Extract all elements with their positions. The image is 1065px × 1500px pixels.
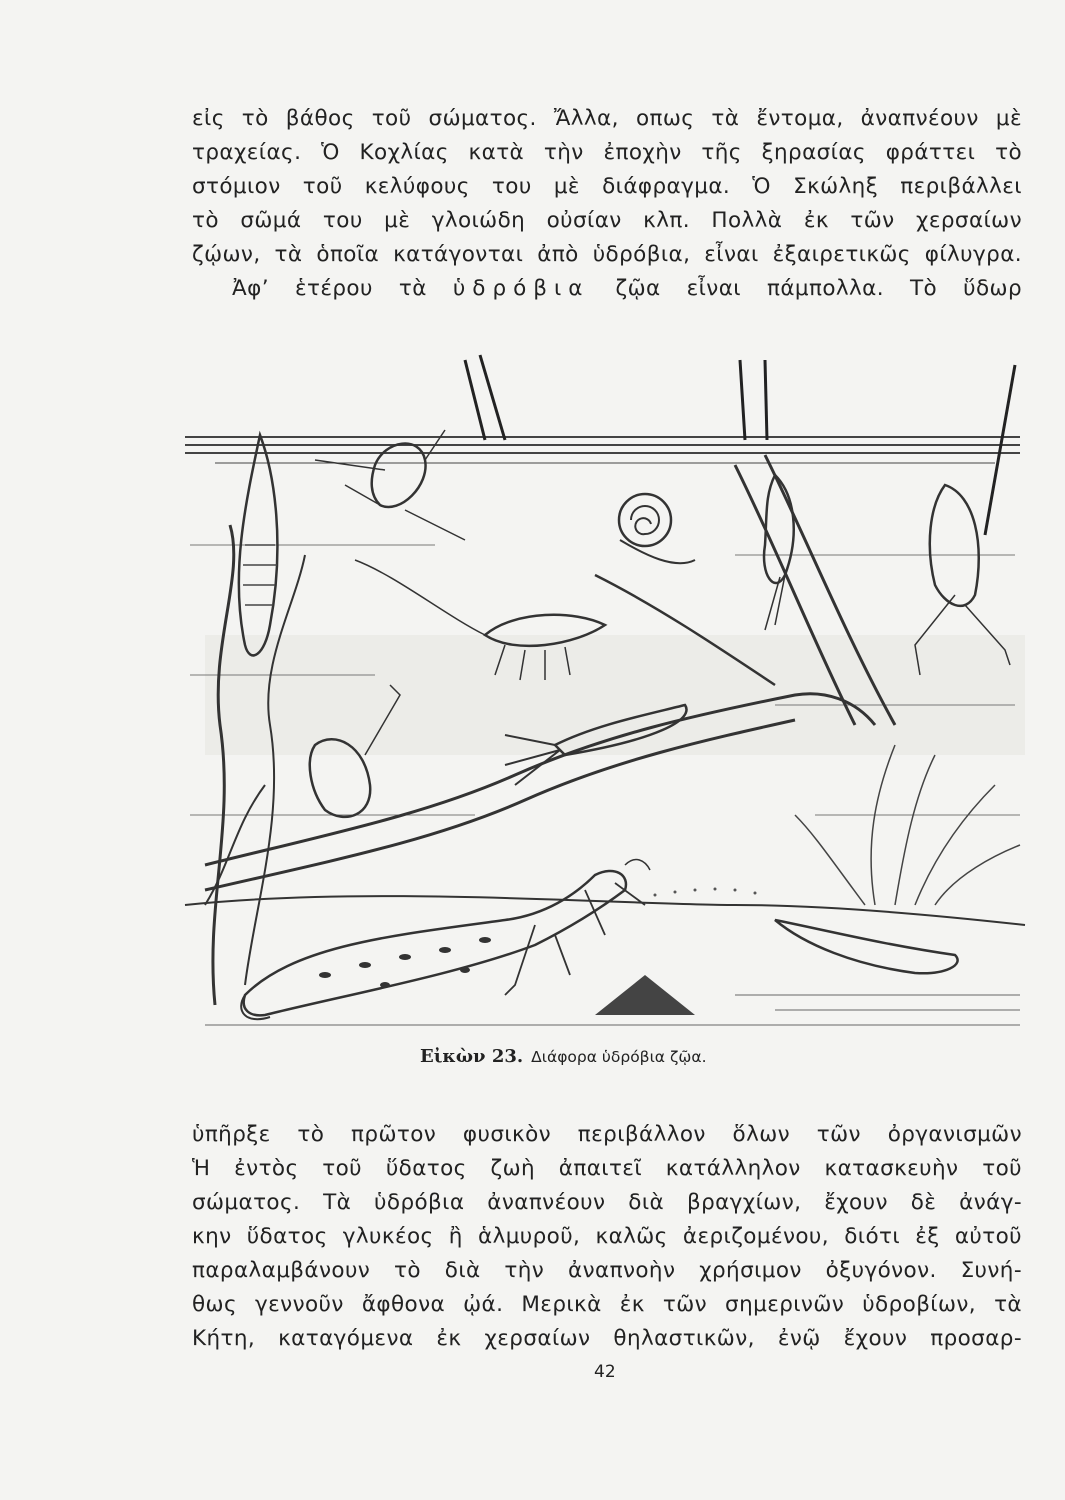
text-segment: Ἀφ’ ἑτέρου τὰ [232,276,427,301]
newt [244,871,626,1015]
snail-shell [619,494,671,546]
figure-label: Εἰκὼν 23. [420,1046,524,1067]
text-line: εἰς τὸ βάθος τοῦ σώματος. Ἄλλα, οπως τὰ ἔντομα, ἀναπνέουν μὲ [192,106,1022,131]
seaweed [213,525,234,1005]
bottom-paragraph [192,1118,1022,1356]
text-line: σώματος. Τὰ ὑδρόβια ἀναπνέουν διὰ βραγχίων, ἔχουν δὲ ἀνάγ- [192,1190,1022,1215]
figure-caption [420,1046,707,1067]
text-line: τὸ σῶμά του μὲ γλοιώδη οὐσίαν κλπ. Πολλὰ ἐκ τῶν χερσαίων [192,208,1022,233]
water-grass [795,745,1020,905]
text-line: κην ὕδατος γλυκέος ἢ ἁλμυροῦ, καλῶς ἀεριζομένου, διότι ἐξ αὐτοῦ [192,1224,1022,1249]
top-paragraph [192,102,1022,306]
text-line: Κήτη, καταγόμενα ἐκ χερσαίων θηλαστικῶν, ἐνῷ ἔχουν προσαρ- [192,1326,1022,1351]
figure-caption-text: Διάφορα ὑδρόβια ζῷα. [531,1048,707,1066]
text-line: ὑπῆρξε τὸ πρῶτον φυσικὸν περιβάλλον ὅλων τῶν ὀργανισμῶν [192,1122,1022,1147]
dotted-trail [654,888,757,897]
seaweed [245,555,305,985]
text-line: τραχείας. Ὁ Κοχλίας κατὰ τὴν ἐποχὴν τῆς ξηρασίας φράττει τὸ [192,140,1022,165]
water-surface [185,437,1020,463]
text-line: ζῴων, τὰ ὁποῖα κατάγονται ἀπὸ ὑδρόβια, εἶναι ἐξαιρετικῶς φίλυγρα. [192,242,1022,267]
stone [595,975,695,1015]
stream-bed [185,896,1025,925]
water-scorpion [930,485,979,606]
text-line [192,272,1022,306]
text-line: θως γεννοῦν ἄφθονα ᾠά. Μερικὰ ἐκ τῶν σημερινῶν ὑδροβίων, τὰ [192,1292,1022,1317]
emphasized-word: ὑδρόβια [452,276,590,301]
aquatic-animals-illustration [175,345,1035,1030]
page-number: 42 [594,1362,616,1382]
mayfly-larva [764,475,794,583]
text-line: στόμιον τοῦ κελύφους του μὲ διάφραγμα. Ὁ Σκώληξ περιβάλλει [192,174,1022,199]
flatworm [775,920,958,973]
text-line: παραλαμβάνουν τὸ διὰ τὴν ἀναπνοὴν χρήσιμον ὀξυγόνον. Συνή- [192,1258,1022,1283]
text-segment: ζῷα εἶναι πάμπολλα. Τὸ ὕδωρ [615,276,1023,301]
text-line: Ἡ ἐντὸς τοῦ ὕδατος ζωὴ ἀπαιτεῖ κατάλληλον κατασκευὴν τοῦ [192,1156,1022,1181]
